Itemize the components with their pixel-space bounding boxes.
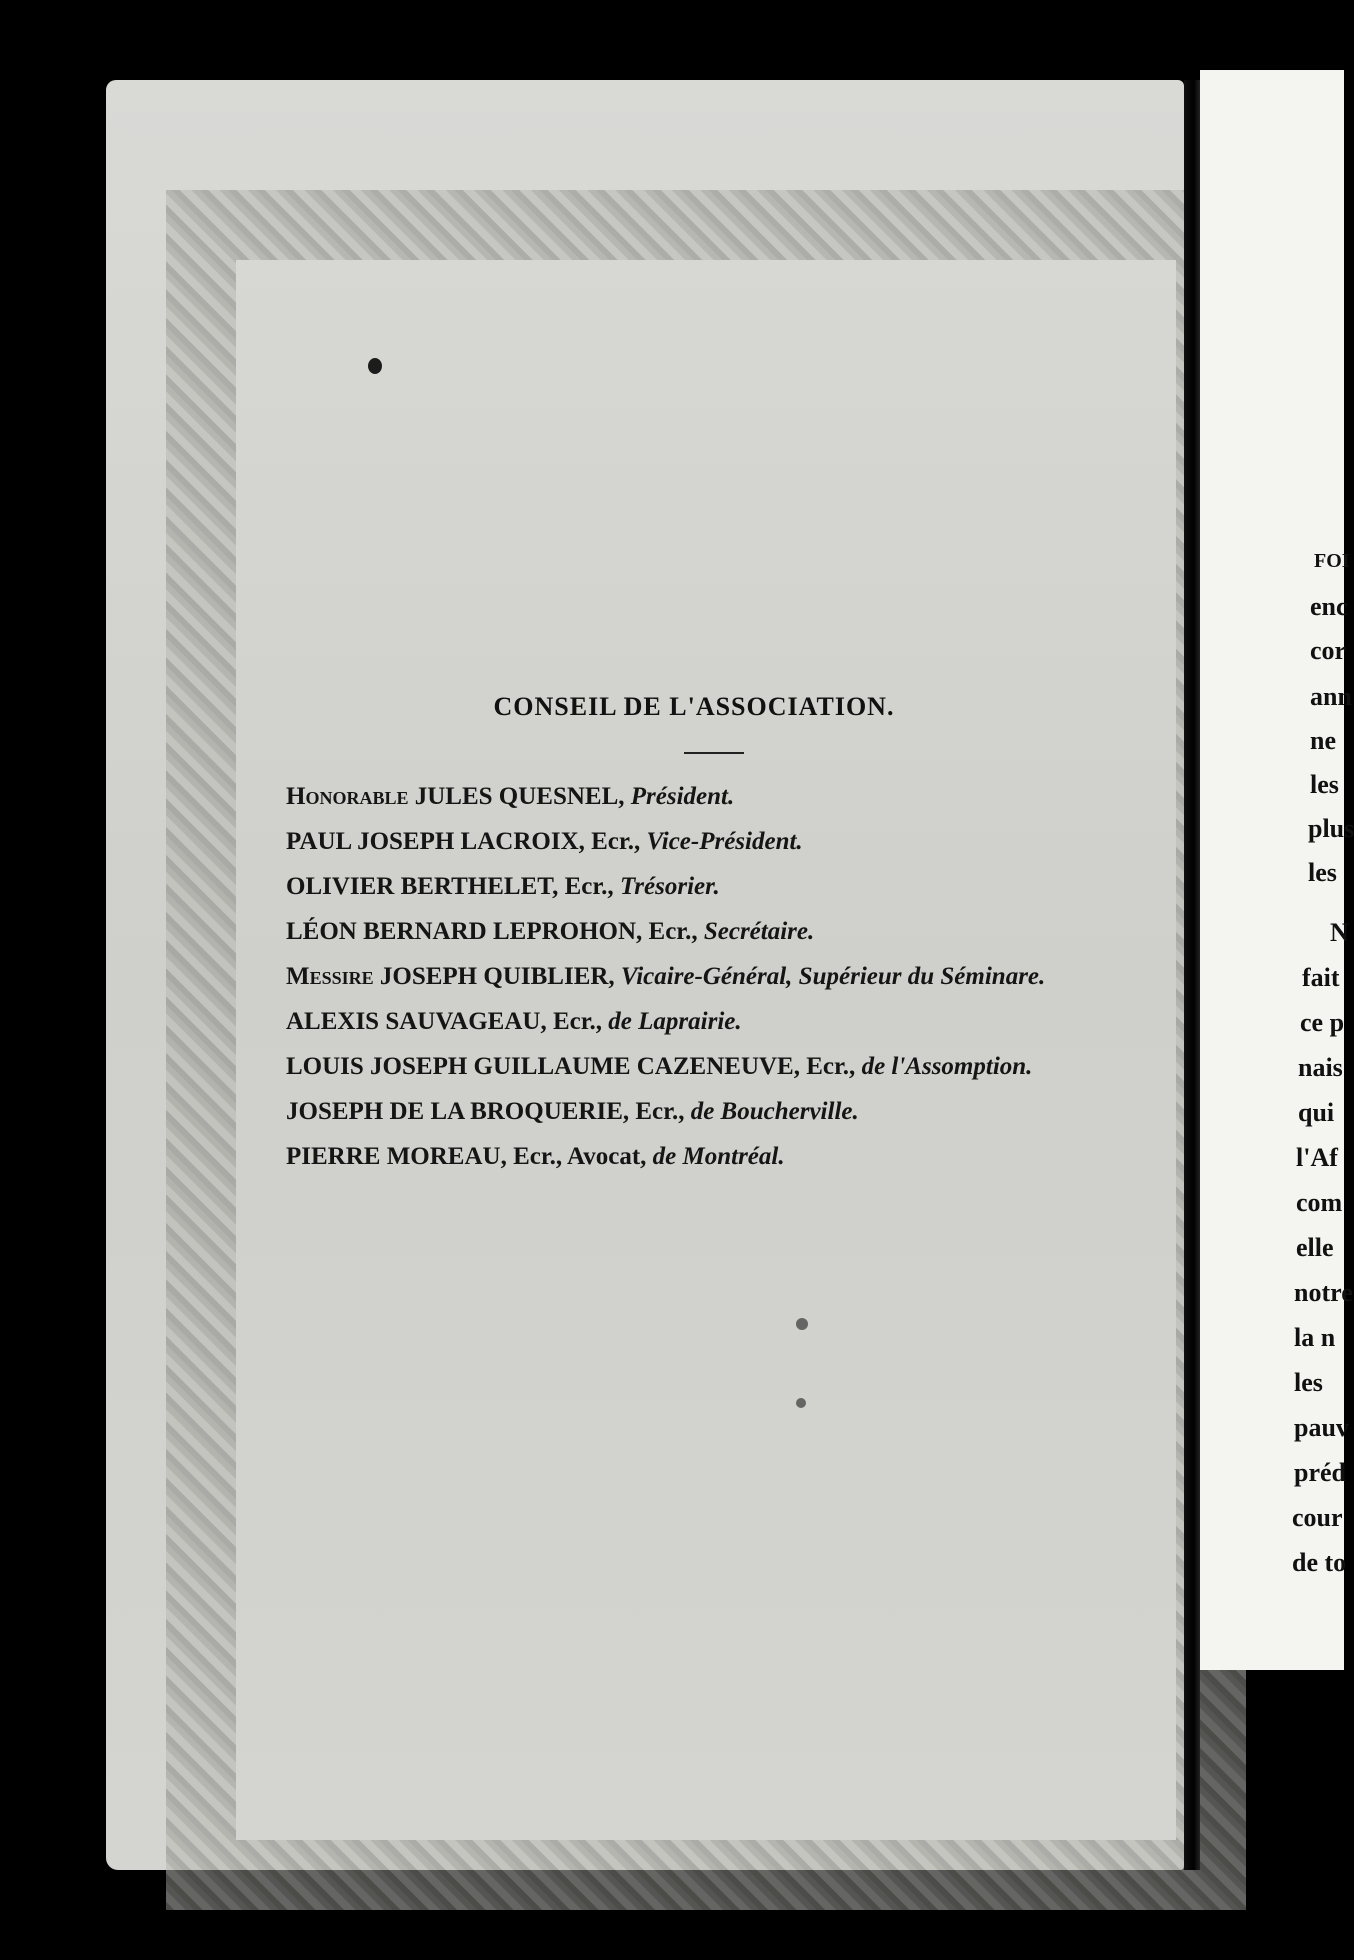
facing-page-line: ne <box>1310 726 1336 755</box>
member-prefix: Honorable <box>286 783 409 810</box>
facing-page-line: les <box>1308 858 1337 887</box>
facing-page-line: plus <box>1308 814 1354 843</box>
member-name: OLIVIER BERTHELET, Ecr., <box>286 873 614 900</box>
facing-page-line: FOI <box>1314 550 1350 572</box>
facing-page-line: les <box>1310 770 1339 799</box>
ink-stain <box>796 1398 806 1408</box>
facing-page-line: qui <box>1298 1098 1335 1127</box>
member-title: de Laprairie. <box>608 1008 742 1035</box>
member-title: Secrétaire. <box>703 918 815 945</box>
facing-page-line: pauv <box>1294 1413 1349 1442</box>
facing-page <box>1200 70 1354 1670</box>
facing-page-line: préd <box>1294 1458 1346 1487</box>
member-title: de l'Assomption. <box>861 1053 1033 1080</box>
member-line <box>286 964 1045 989</box>
member-name: JOSEPH QUIBLIER, <box>379 963 615 990</box>
member-line <box>286 1099 859 1124</box>
member-title: Vicaire-Général, Supérieur du Séminare. <box>620 963 1046 990</box>
member-title: de Boucherville. <box>690 1098 859 1125</box>
member-name: ALEXIS SAUVAGEAU, Ecr., <box>286 1008 603 1035</box>
member-name: LOUIS JOSEPH GUILLAUME CAZENEUVE, Ecr., <box>286 1053 856 1080</box>
facing-page-line: com <box>1296 1188 1343 1217</box>
facing-page-line: enc <box>1310 592 1348 621</box>
member-line <box>286 1054 1032 1079</box>
ink-stain <box>368 358 382 374</box>
member-name: LÉON BERNARD LEPROHON, Ecr., <box>286 918 698 945</box>
facing-page-line: ce p <box>1300 1008 1345 1037</box>
council-title: CONSEIL DE L'ASSOCIATION. <box>493 692 895 721</box>
member-name: JULES QUESNEL, <box>414 783 625 810</box>
ornamental-border <box>166 190 1246 1910</box>
member-line <box>286 919 814 944</box>
book-spine <box>1184 80 1200 1870</box>
facing-page-line: les <box>1294 1368 1323 1397</box>
facing-page-line: fait <box>1302 963 1340 992</box>
member-line <box>286 784 734 809</box>
left-page <box>106 80 1184 1870</box>
member-prefix: Messire <box>286 963 374 990</box>
member-title: Vice-Président. <box>646 828 803 855</box>
facing-page-line: ann <box>1310 682 1352 711</box>
facing-page-line: la n <box>1294 1323 1336 1352</box>
facing-page-line: cour <box>1292 1503 1343 1532</box>
facing-page-line: notre <box>1294 1278 1353 1307</box>
facing-page-line: nais <box>1298 1053 1343 1082</box>
facing-page-line: cor <box>1310 636 1347 665</box>
ink-stain <box>796 1318 808 1330</box>
member-name: PIERRE MOREAU, Ecr., Avocat, <box>286 1143 647 1170</box>
member-line <box>286 874 720 899</box>
member-title: Trésorier. <box>619 873 720 900</box>
member-line <box>286 829 803 854</box>
member-name: JOSEPH DE LA BROQUERIE, Ecr., <box>286 1098 685 1125</box>
member-name: PAUL JOSEPH LACROIX, Ecr., <box>286 828 641 855</box>
member-line <box>286 1144 785 1169</box>
facing-page-line: elle <box>1296 1233 1334 1262</box>
member-line <box>286 1009 742 1034</box>
facing-page-line: l'Af <box>1296 1143 1338 1172</box>
title-divider <box>684 752 744 754</box>
facing-page-line: de to <box>1292 1548 1347 1577</box>
facing-page-line: N <box>1330 918 1349 947</box>
member-title: de Montréal. <box>652 1143 785 1170</box>
member-title: Président. <box>630 783 735 810</box>
